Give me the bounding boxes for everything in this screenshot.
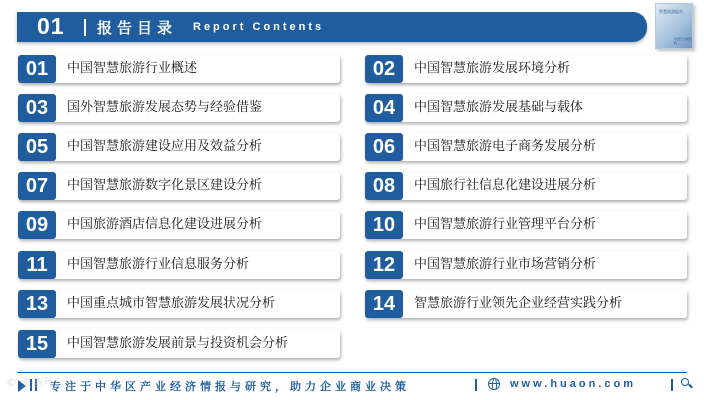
toc-item-03[interactable] [18,94,340,122]
toc-label: 中国智慧旅游行业管理平台分析 [414,217,597,232]
toc-item-02[interactable] [365,55,687,83]
toc-item-06[interactable] [365,133,687,161]
toc-item-09[interactable] [18,211,340,239]
cover-title: 智慧旅游报告 [659,9,683,14]
toc-number: 11 [18,251,56,279]
toc-label: 国外智慧旅游发展态势与经验借鉴 [67,100,263,115]
toc-label: 中国智慧旅游发展环境分析 [414,61,571,76]
toc-number: 13 [18,290,56,318]
header-title: 报告目录 [97,19,178,37]
toc-label: 中国智慧旅游建设应用及效益分析 [67,139,263,154]
toc-number: 06 [365,133,403,161]
toc-label: 中国旅游酒店信息化建设进展分析 [67,217,263,232]
toc-label: 中国智慧旅游行业信息服务分析 [67,257,250,272]
toc-item-12[interactable] [365,251,687,279]
toc-item-15[interactable] [18,330,340,358]
header-bar [17,12,647,42]
toc-item-04[interactable] [365,94,687,122]
watermark: © 头条号 [6,376,54,389]
toc-number: 02 [365,55,403,83]
toc-item-14[interactable] [365,290,687,318]
toc-label: 智慧旅游行业领先企业经营实践分析 [414,296,623,311]
toc-number: 08 [365,172,403,200]
toc-label: 中国智慧旅游电子商务发展分析 [414,139,597,154]
toc-number: 03 [18,94,56,122]
cover-footer: 华经产业研究院 [674,37,693,45]
toc-item-11[interactable] [18,251,340,279]
toc-number: 04 [365,94,403,122]
toc-number: 05 [18,133,56,161]
toc-number: 14 [365,290,403,318]
toc-label: 中国智慧旅游数字化景区建设分析 [67,178,263,193]
toc-number: 07 [18,172,56,200]
toc-label: 中国智慧旅游行业市场营销分析 [414,257,597,272]
header-number: 01 [37,13,65,39]
toc-item-08[interactable] [365,172,687,200]
globe-icon [488,378,500,390]
toc-number: 09 [18,211,56,239]
header-subtitle: Report Contents [193,21,325,33]
toc-item-05[interactable] [18,133,340,161]
toc-label: 中国智慧旅游行业概述 [67,61,198,76]
toc-item-10[interactable] [365,211,687,239]
toc-item-13[interactable] [18,290,340,318]
toc-number: 10 [365,211,403,239]
footer-separator [475,379,477,391]
toc-label: 中国智慧旅游发展前景与投资机会分析 [67,336,289,351]
toc-number: 01 [18,55,56,83]
header-divider [84,19,86,36]
search-icon[interactable] [681,377,692,391]
footer [0,373,704,397]
footer-separator [671,379,673,391]
toc-number: 12 [365,251,403,279]
toc-number: 15 [18,330,56,358]
toc-item-07[interactable] [18,172,340,200]
footer-website-link[interactable]: www.huaon.com [510,378,636,390]
toc-label: 中国重点城市智慧旅游发展状况分析 [67,296,276,311]
toc-label: 中国旅行社信息化建设进展分析 [414,178,597,193]
footer-slogan: 专注于中华区产业经济情报与研究，助力企业商业决策 [50,380,410,393]
toc-item-01[interactable] [18,55,340,83]
report-cover-thumbnail [655,3,693,49]
toc-label: 中国智慧旅游发展基础与载体 [414,100,584,115]
